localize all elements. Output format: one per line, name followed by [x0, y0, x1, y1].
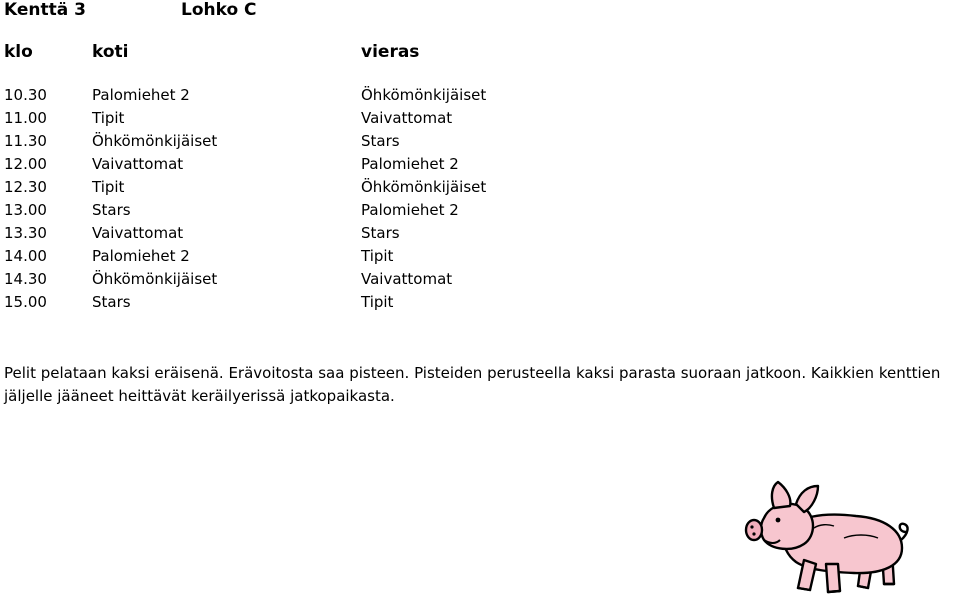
match-time: 13.30: [4, 224, 47, 242]
rules-note: [4, 362, 959, 408]
away-team: Stars: [361, 132, 400, 150]
away-team: Vaivattomat: [361, 270, 453, 288]
match-row: [4, 131, 604, 154]
away-team: Palomiehet 2: [361, 155, 459, 173]
match-row: [4, 154, 604, 177]
pig-icon: [744, 478, 912, 596]
column-header-time: klo: [4, 42, 33, 62]
match-time: 15.00: [4, 293, 47, 311]
column-header-away: vieras: [361, 42, 420, 62]
away-team: Öhkömönkijäiset: [361, 86, 487, 104]
match-row: [4, 246, 604, 269]
home-team: Vaivattomat: [92, 155, 184, 173]
away-team: Stars: [361, 224, 400, 242]
match-row: [4, 177, 604, 200]
match-row: [4, 223, 604, 246]
match-row: [4, 108, 604, 131]
away-team: Tipit: [361, 247, 394, 265]
match-time: 12.00: [4, 155, 47, 173]
rules-note-line: Pelit pelataan kaksi eräisenä. Erävoitosta saa pisteen. Pisteiden perusteella kaksi parasta suoraan jatkoon. Kaikkien kenttien: [4, 364, 941, 382]
match-row: [4, 85, 604, 108]
match-row: [4, 292, 604, 315]
group-title: Lohko C: [181, 0, 257, 20]
match-row: [4, 200, 604, 223]
away-team: Vaivattomat: [361, 109, 453, 127]
match-time: 11.00: [4, 109, 47, 127]
match-time: 14.30: [4, 270, 47, 288]
match-time: 10.30: [4, 86, 47, 104]
home-team: Öhkömönkijäiset: [92, 270, 218, 288]
field-title: Kenttä 3: [4, 0, 86, 20]
match-time: 12.30: [4, 178, 47, 196]
match-schedule: [4, 85, 604, 315]
home-team: Palomiehet 2: [92, 247, 190, 265]
home-team: Öhkömönkijäiset: [92, 132, 218, 150]
rules-note-line: jäljelle jääneet heittävät keräilyerissä jatkopaikasta.: [4, 387, 395, 405]
away-team: Tipit: [361, 293, 394, 311]
home-team: Stars: [92, 293, 131, 311]
home-team: Palomiehet 2: [92, 86, 190, 104]
away-team: Palomiehet 2: [361, 201, 459, 219]
home-team: Tipit: [92, 109, 125, 127]
match-time: 13.00: [4, 201, 47, 219]
home-team: Tipit: [92, 178, 125, 196]
match-time: 11.30: [4, 132, 47, 150]
home-team: Vaivattomat: [92, 224, 184, 242]
column-header-home: koti: [92, 42, 129, 62]
home-team: Stars: [92, 201, 131, 219]
match-time: 14.00: [4, 247, 47, 265]
away-team: Öhkömönkijäiset: [361, 178, 487, 196]
match-row: [4, 269, 604, 292]
